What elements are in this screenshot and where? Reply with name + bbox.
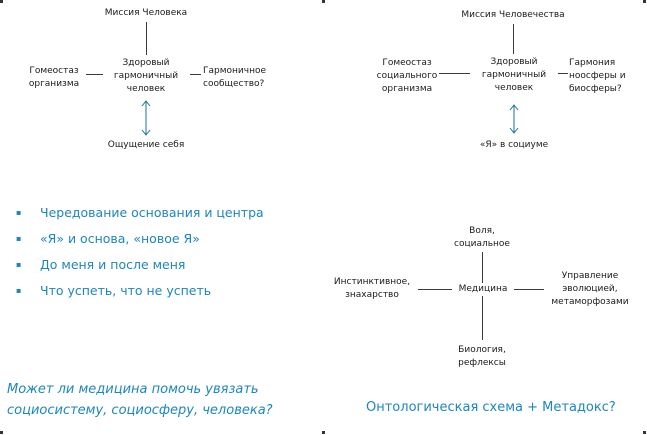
diagram1-left-connector	[86, 74, 103, 75]
list-item: ▪ Чередование основания и центра	[16, 203, 264, 229]
diagram3-vertical-axis	[482, 252, 483, 340]
diagram2-right-label: Гармония ноосферы и биосферы?	[569, 58, 626, 94]
diagram3-right-label: Управление эволюцией, метаморфозами	[551, 271, 629, 307]
corner-mark	[0, 431, 3, 434]
diagram3-horizontal-axis-left	[418, 289, 454, 290]
corner-mark	[322, 0, 325, 3]
diagram2-double-arrow	[509, 104, 519, 134]
diagram1-bottom-label: Ощущение себя	[107, 140, 185, 150]
caption-text: Онтологическая схема + Метадокс?	[366, 400, 616, 415]
diagram1-right-connector	[190, 74, 201, 75]
diagram1-top-connector	[146, 22, 147, 55]
question-text: Может ли медицина помочь увязать социосистему, социосферу, человека?	[7, 382, 273, 418]
list-item: ▪ До меня и после меня	[16, 255, 264, 281]
diagram2-top-connector	[513, 24, 514, 54]
diagram2-bottom-label: «Я» в социуме	[479, 140, 549, 150]
diagram3-bottom-label: Биология, рефлексы	[458, 345, 506, 368]
corner-mark	[0, 0, 3, 3]
diagram1-top-label: Миссия Человека	[104, 8, 188, 18]
list-item: ▪ Что успеть, что не успеть	[16, 281, 264, 307]
corner-mark	[322, 431, 325, 434]
diagram2-center-label: Здоровый гармоничный человек	[481, 57, 547, 93]
diagram3-left-label: Инстинктивное, знахарство	[333, 277, 411, 300]
diagram2-left-connector	[439, 73, 470, 74]
corner-mark	[643, 0, 646, 3]
diagram3-center-label: Медицина	[452, 283, 514, 296]
diagram2-left-label: Гомеостаз социального организма	[376, 58, 438, 94]
diagram2-top-label: Миссия Человечества	[461, 10, 565, 20]
corner-mark	[643, 431, 646, 434]
diagram2-right-connector	[558, 73, 568, 74]
diagram1-double-arrow	[141, 100, 151, 136]
diagram3-top-label: Воля, социальное	[454, 226, 510, 249]
diagram1-left-label: Гомеостаз организма	[28, 66, 80, 89]
diagram1-center-label: Здоровый гармоничный человек	[113, 58, 179, 94]
list-item: ▪ «Я» и основа, «новое Я»	[16, 229, 264, 255]
diagram1-right-label: Гармоничное сообщество?	[203, 66, 266, 89]
bullet-list	[16, 203, 264, 307]
